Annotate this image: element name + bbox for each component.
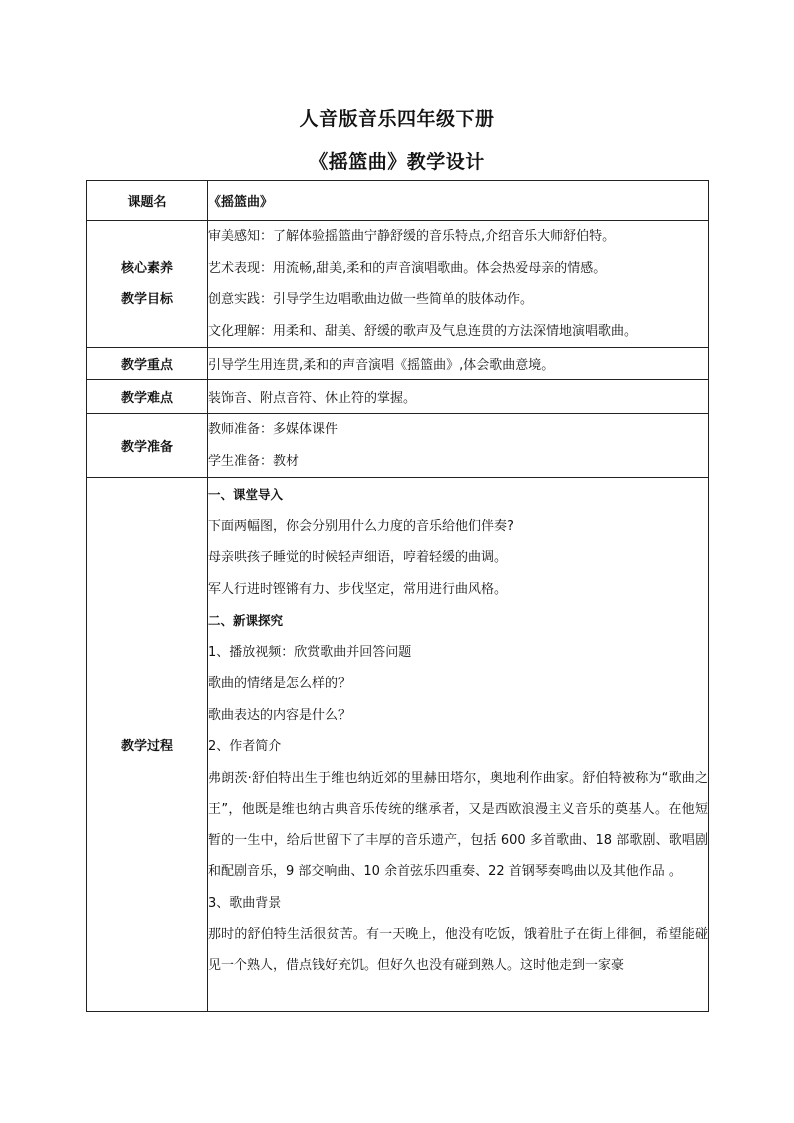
row-topic (87, 181, 709, 221)
section-intro-heading: 一、课堂导入 (208, 487, 284, 502)
key-label: 教学重点 (87, 348, 208, 380)
goal-expression: 艺术表现：用流畅,甜美,柔和的声音演唱歌曲。体会热爱母亲的情感。 (208, 260, 607, 276)
explore-line: 歌曲的情绪是怎么样的？ (208, 676, 352, 691)
key-value: 引导学生用连贯,柔和的声音演唱《摇篮曲》,体会歌曲意境。 (208, 348, 709, 380)
background-heading: 3、歌曲背景 (208, 895, 282, 911)
row-key-points (87, 348, 709, 380)
intro-line: 母亲哄孩子睡觉的时候轻声细语，哼着轻缓的曲调。 (208, 550, 508, 565)
prep-teacher: 教师准备：多媒体课件 (208, 422, 339, 437)
explore-line: 2、作者简介 (208, 739, 282, 754)
document-title: 人音版音乐四年级下册 (299, 108, 495, 130)
goals-label: 核心素养 教学目标 (87, 221, 208, 348)
row-goals (87, 221, 709, 348)
topic-value: 《摇篮曲》 (208, 181, 709, 221)
difficulty-label: 教学难点 (87, 380, 208, 414)
document-subtitle: 《摇篮曲》教学设计 (309, 151, 485, 173)
lesson-plan-table (86, 180, 709, 1012)
prep-student: 学生准备：教材 (208, 453, 300, 469)
explore-line: 歌曲表达的内容是什么？ (208, 707, 352, 723)
process-content (208, 478, 709, 1012)
prep-content (208, 414, 709, 478)
author-intro-paragraph: 弗朗茨·舒伯特出生于维也纳近郊的里赫田塔尔，奥地利作曲家。舒伯特被称为“歌曲之王”，他既是维也纳古典音乐传统的继承者，又是西欧浪漫主义音乐的奠基人。在他短暂的一生中，给后世留下了丰厚的音乐遗产，包括 600 多首歌曲、18 部歌剧、歌唱剧和配剧音乐，9 部交响曲、10 余首弦乐四重奏、22 首钢琴奏鸣曲以及其他作品 。 (208, 770, 708, 880)
background-paragraph: 那时的舒伯特生活很贫苦。有一天晚上，他没有吃饭，饿着肚子在街上徘徊，希望能碰见一个熟人，借点钱好充饥。但好久也没有碰到熟人。这时他走到一家豪 (208, 927, 708, 974)
difficulty-value: 装饰音、附点音符、休止符的掌握。 (208, 380, 709, 414)
explore-line: 1、播放视频：欣赏歌曲并回答问题 (208, 644, 412, 660)
row-process (87, 478, 709, 1012)
goal-aesthetic: 审美感知：了解体验摇篮曲宁静舒缓的音乐特点,介绍音乐大师舒伯特。 (208, 229, 616, 244)
topic-label: 课题名 (87, 181, 208, 221)
process-label: 教学过程 (87, 478, 208, 1012)
intro-line: 下面两幅图，你会分别用什么力度的音乐给他们伴奏? (208, 518, 514, 534)
goal-culture: 文化理解：用柔和、甜美、舒缓的歌声及气息连贯的方法深情地演唱歌曲。 (208, 323, 638, 339)
intro-line: 军人行进时铿锵有力、步伐坚定，常用进行曲风格。 (208, 581, 508, 597)
goal-creative: 创意实践：引导学生边唱歌曲边做一些简单的肢体动作。 (208, 292, 534, 307)
section-explore-heading: 二、新课探究 (208, 613, 284, 628)
goals-content (208, 221, 709, 348)
row-preparation (87, 414, 709, 478)
prep-label: 教学准备 (87, 414, 208, 478)
row-difficulty (87, 380, 709, 414)
